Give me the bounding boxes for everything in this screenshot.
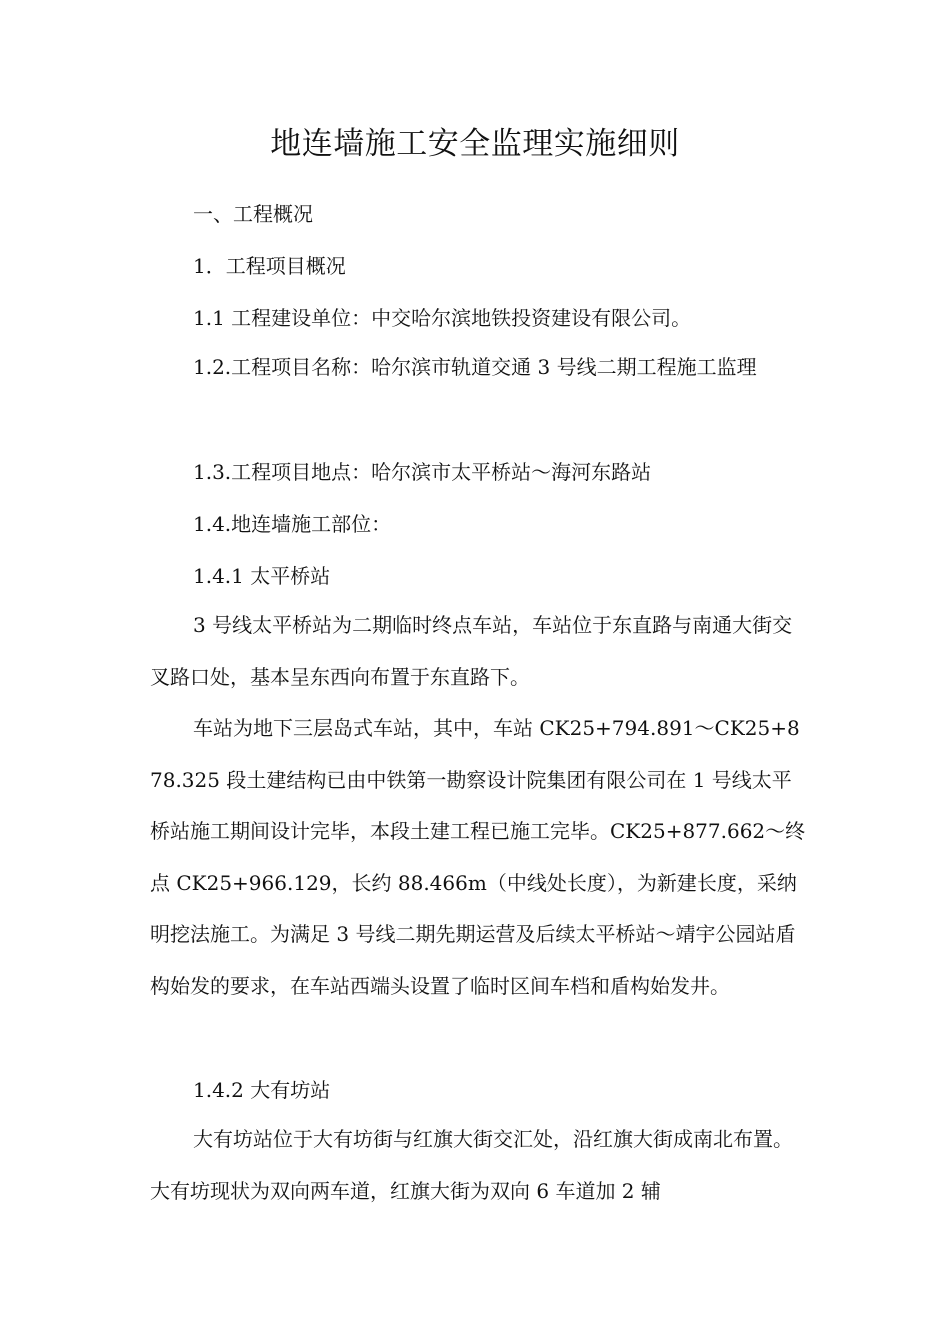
paragraph-taipingqiao-location: 3 号线太平桥站为二期临时终点车站，车站位于东直路与南通大街交叉路口处，基本呈东西向布置于东直路下。: [150, 613, 793, 689]
paragraph-dayoufang-location: 大有坊站位于大有坊街与红旗大街交汇处，沿红旗大街成南北布置。大有坊现状为双向两车道，红旗大街为双向 6 车道加 2 辅: [150, 1127, 793, 1203]
item-project-location: 1.3.工程项目地点：哈尔滨市太平桥站～海河东路站: [193, 460, 652, 484]
section-heading-overview: 一、工程概况: [193, 202, 313, 226]
document-title: 地连墙施工安全监理实施细则: [270, 126, 680, 162]
item-project-name: 1.2.工程项目名称：哈尔滨市轨道交通 3 号线二期工程施工监理: [193, 355, 757, 379]
item-construction-unit: 1.1 工程建设单位：中交哈尔滨地铁投资建设有限公司。: [193, 306, 692, 330]
item-dayoufang-station-heading: 1.4.2 大有坊站: [193, 1078, 331, 1102]
subsection-heading-project-overview: 1．工程项目概况: [193, 254, 346, 278]
paragraph-taipingqiao-structure: 车站为地下三层岛式车站，其中，车站 CK25+794.891～CK25+878.325 段土建结构已由中铁第一勘察设计院集团有限公司在 1 号线太平桥站施工期间设计完毕，本段土建工程已施工完毕。CK25+877.662～终点 CK25+966.129，长约 88.466m（中线处长度），为新建长度，采纳明挖法施工。为满足 3 号线二期先期运营及后续太平桥站～靖宇公园站盾构始发的要求，在车站西端头设置了临时区间车档和盾构始发井。: [150, 716, 806, 998]
item-taipingqiao-station-heading: 1.4.1 太平桥站: [193, 564, 331, 588]
item-wall-construction-sites: 1.4.地连墙施工部位：: [193, 512, 392, 536]
